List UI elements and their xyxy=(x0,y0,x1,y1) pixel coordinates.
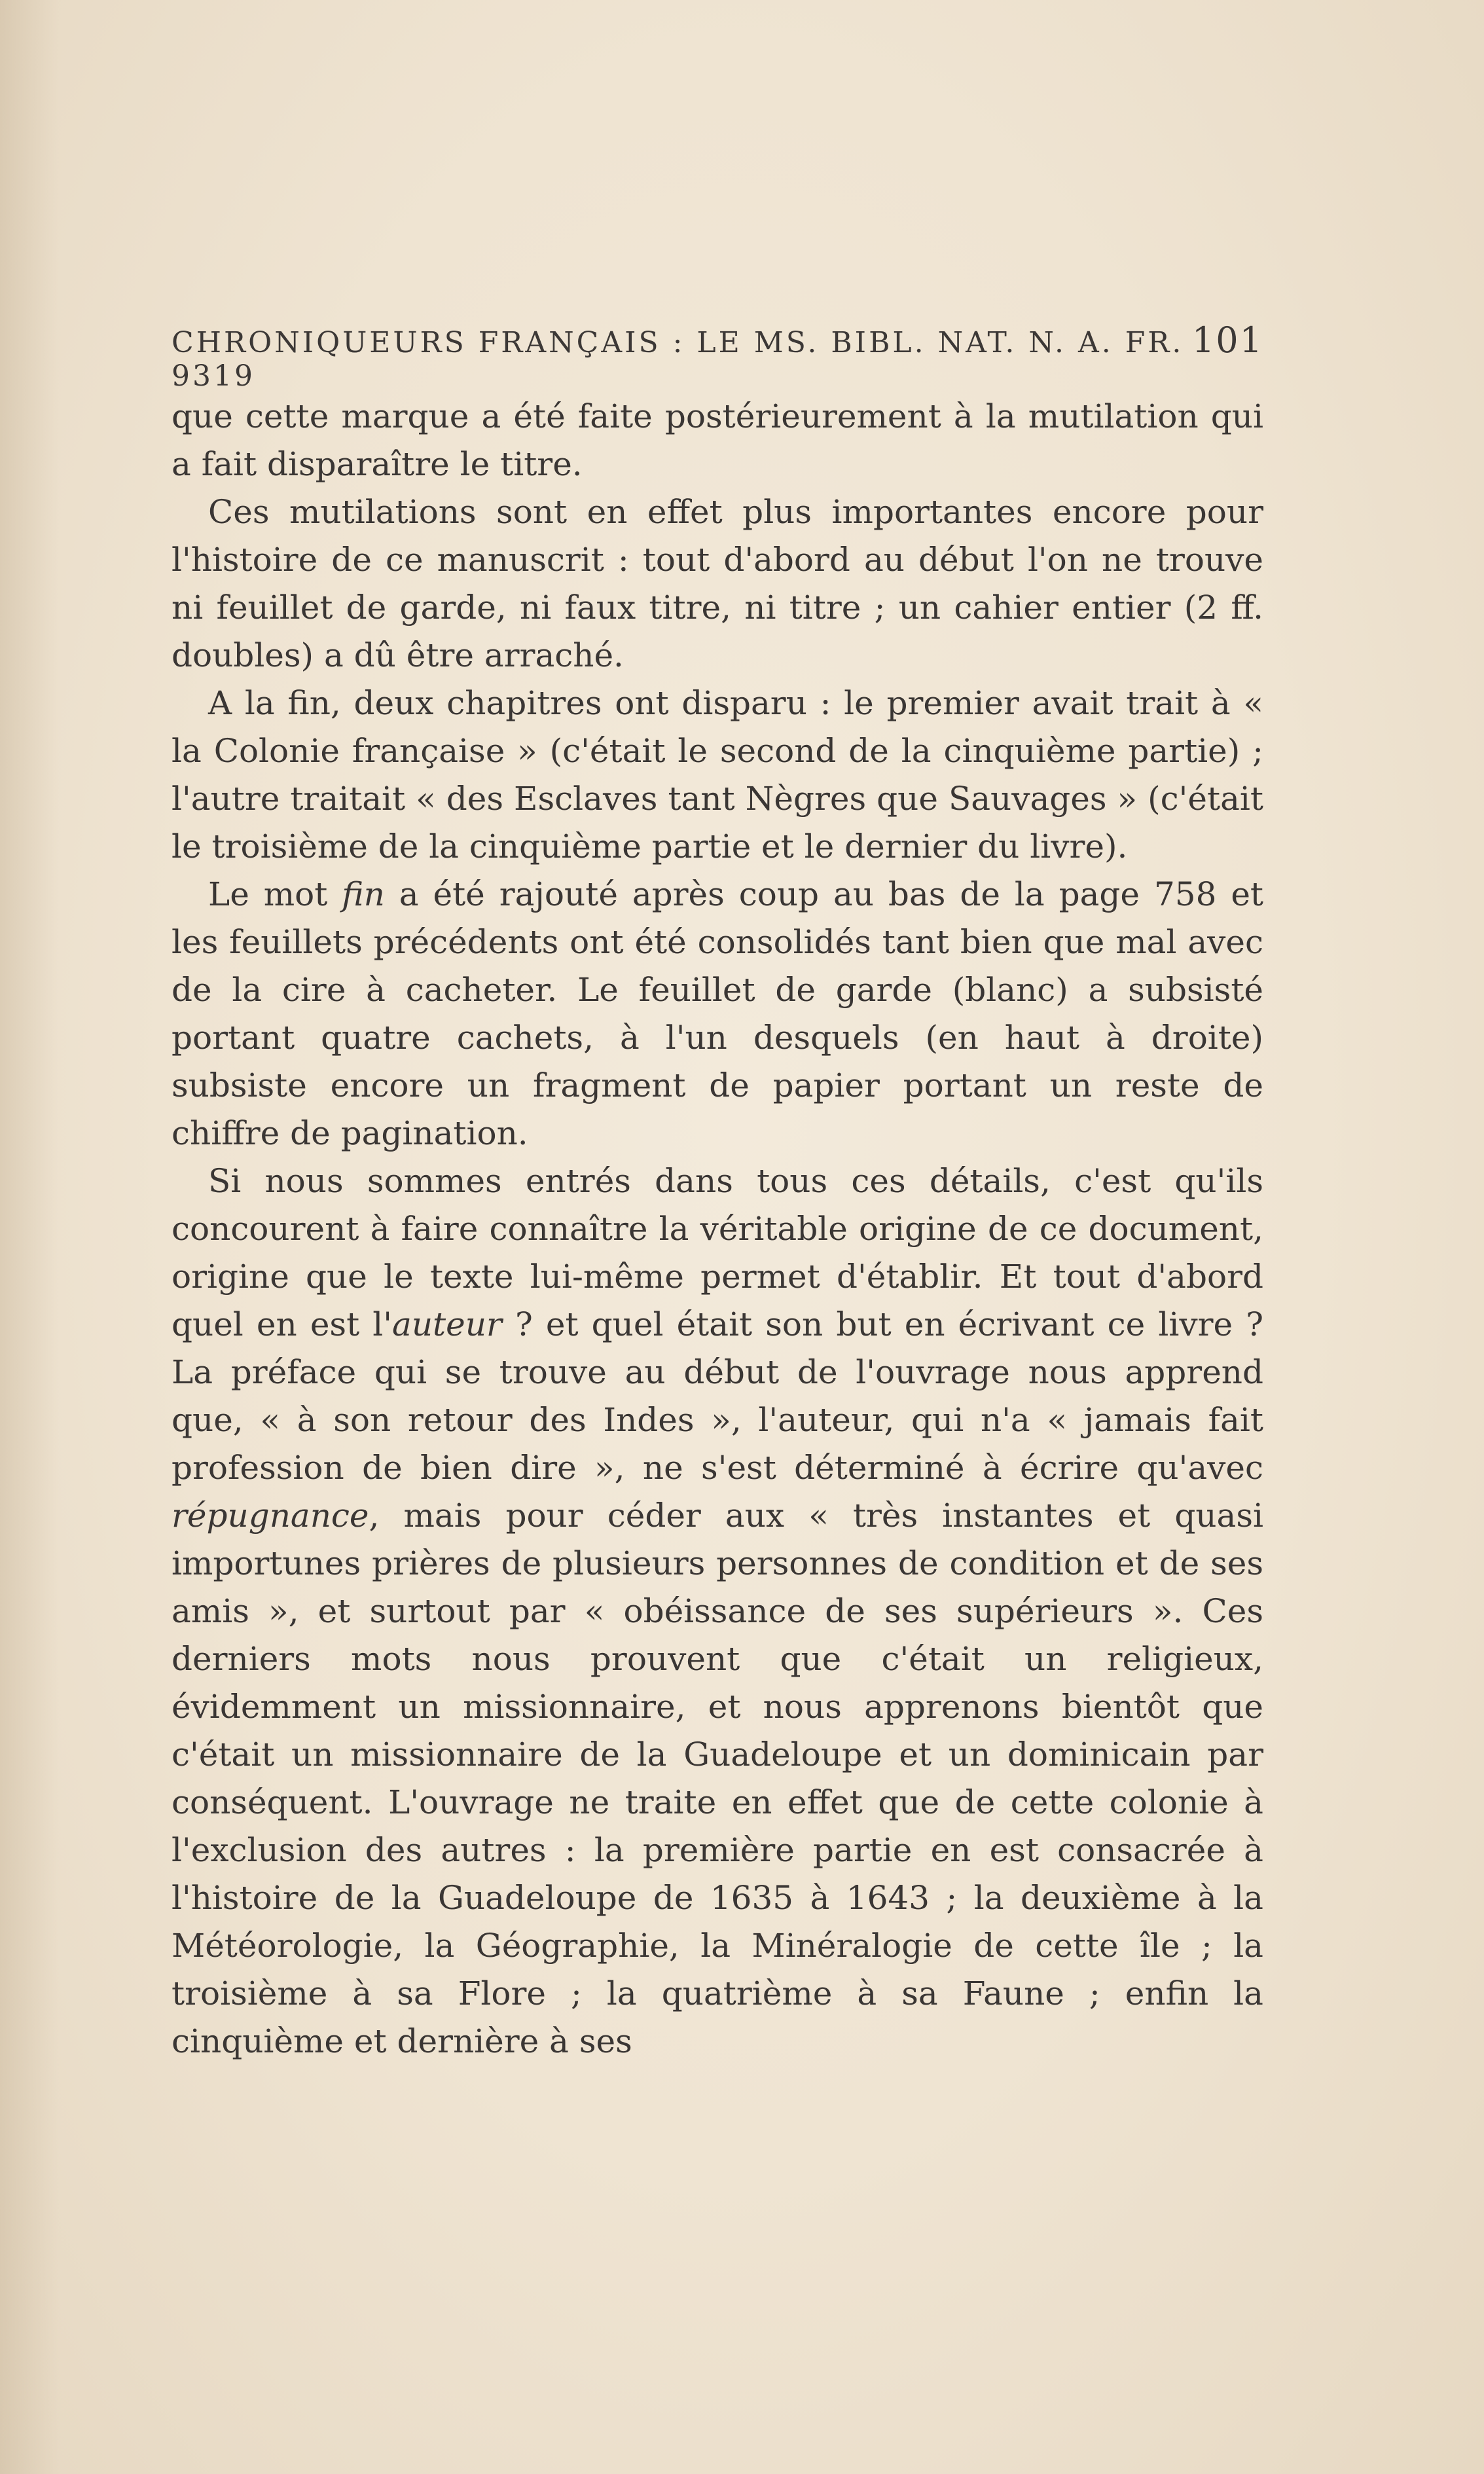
paragraph-4-italic-word: fin xyxy=(342,875,385,913)
paragraph-4-text-end: a été rajouté après coup au bas de la page 758 et les feuillets précédents ont été consolidés tant bien que mal avec de la cire à cacheter. Le feuillet de garde (blanc) a subsisté portant quatre cachets, à l'un desquels (en haut à droite) subsiste encore un fragment de papier portant un reste de chiffre de pagination. xyxy=(172,875,1263,1152)
paragraph-3 xyxy=(172,680,1263,871)
page-number: 101 xyxy=(1191,319,1263,361)
paragraph-5-italic-auteur: auteur xyxy=(392,1305,502,1343)
paragraph-3-text: A la fin, deux chapitres ont disparu : le premier avait trait à « la Colonie française » (c'était le second de la cinquième partie) ; l'autre traitait « des Esclaves tant Nègres que Sauvages » (c'était le troisième de la cinquième partie et le dernier du livre). xyxy=(172,684,1263,865)
paragraph-4 xyxy=(172,871,1263,1157)
running-title: CHRONIQUEURS FRANÇAIS : LE MS. BIBL. NAT. N. A. FR. 9319 xyxy=(172,326,1184,393)
text-block xyxy=(172,319,1263,2065)
body-text xyxy=(172,393,1263,2065)
paragraph-1-text: que cette marque a été faite postérieurement à la mutilation qui a fait disparaître le titre. xyxy=(172,397,1263,483)
paragraph-5-text-part-2: ? et quel était son but en écrivant ce livre ? La préface qui se trouve au début de l'ouvrage nous apprend que, « à son retour des Indes », l'auteur, qui n'a « jamais fait profession de bien dire », ne s'est déterminé à écrire qu'avec xyxy=(172,1305,1263,1487)
paragraph-2-text: Ces mutilations sont en effet plus importantes encore pour l'histoire de ce manuscrit : tout d'abord au début l'on ne trouve ni feuillet de garde, ni faux titre, ni titre ; un cahier entier (2 ff. doubles) a dû être arraché. xyxy=(172,493,1263,674)
running-head xyxy=(172,319,1263,393)
paragraph-2 xyxy=(172,488,1263,680)
paragraph-5-text-part-3: , mais pour céder aux « très instantes et quasi importunes prières de plusieurs personnes de condition et de ses amis », et surtout par « obéissance de ses supérieurs ». Ces derniers mots nous prouvent que c'était un religieux, évidemment un missionnaire, et nous apprenons bientôt que c'était un missionnaire de la Guadeloupe et un dominicain par conséquent. L'ouvrage ne traite en effet que de cette colonie à l'exclusion des autres : la première partie en est consacrée à l'histoire de la Guadeloupe de 1635 à 1643 ; la deuxième à la Météorologie, la Géographie, la Minéralogie de cette île ; la troisième à sa Flore ; la quatrième à sa Faune ; enfin la cinquième et dernière à ses xyxy=(172,1497,1263,2060)
paragraph-5-italic-repugnance: répugnance xyxy=(172,1497,369,1535)
paragraph-5-text-part-1: Si nous sommes entrés dans tous ces détails, c'est qu'ils concourent à faire connaître la véritable origine de ce document, origine que le texte lui-même permet d'établir. Et tout d'abord quel en est l' xyxy=(172,1162,1263,1343)
paragraph-4-text-start: Le mot xyxy=(208,875,342,913)
paragraph-1-continued xyxy=(172,393,1263,488)
paragraph-5 xyxy=(172,1157,1263,2065)
